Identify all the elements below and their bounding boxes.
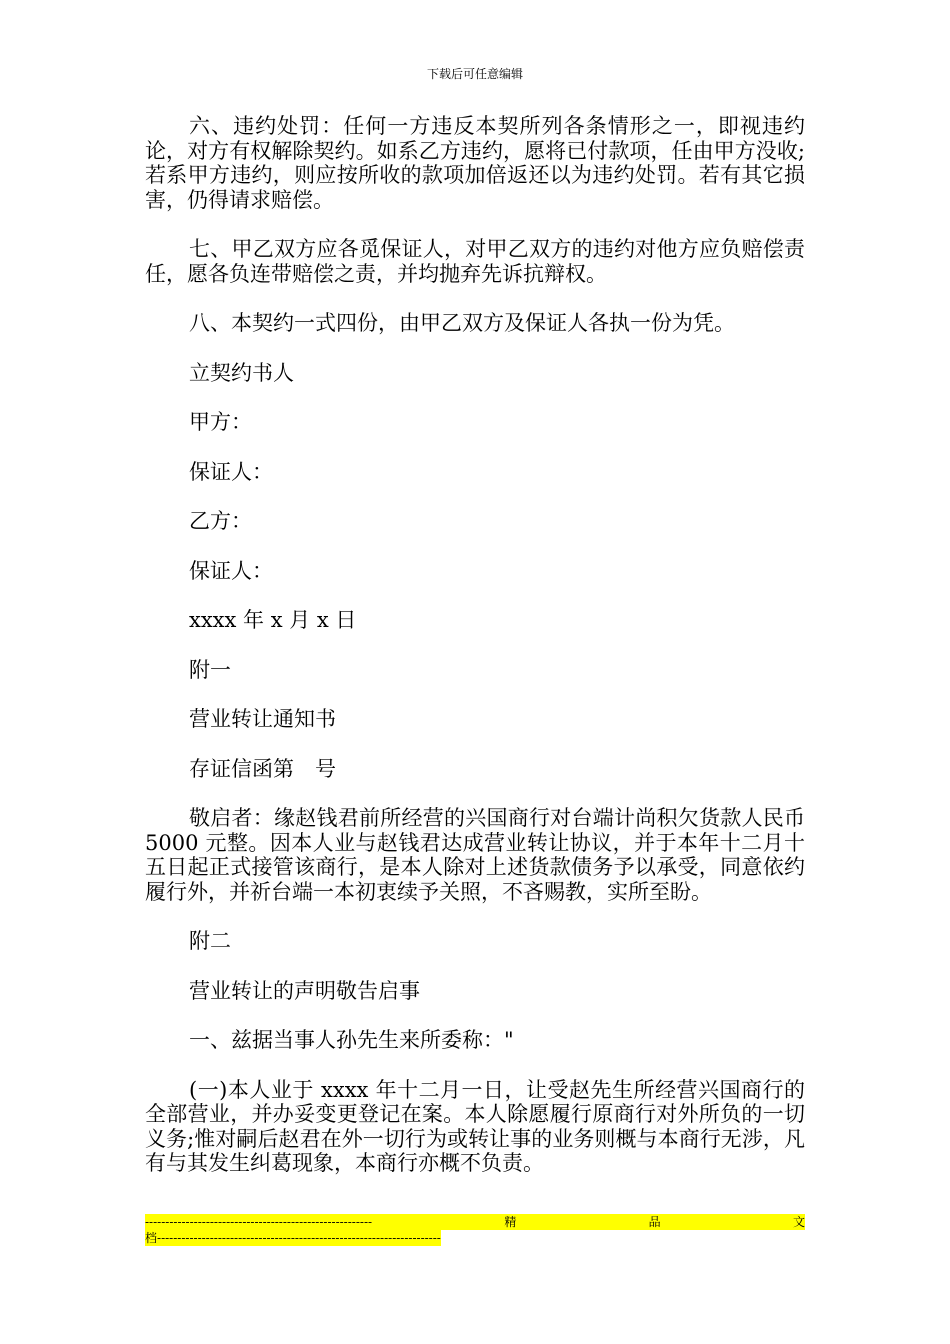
footer-char-wen: 文 [792, 1215, 805, 1229]
guarantor-a-label: 保证人： [189, 459, 273, 484]
appendix-one-heading: 附一 [189, 657, 231, 682]
party-a-label: 甲方： [189, 410, 252, 434]
paragraph-guarantors: 七、甲乙双方应各觅保证人，对甲乙双方的违约对他方应负赔偿责任，愿各负连带赔偿之责，并均抛弃先诉抗辩权。 [145, 237, 805, 286]
statement-subitem-one: (一)本人业于 xxxx 年十二月一日，让受赵先生所经营兴国商行的全部营业，并办妥变更登记在案。本人除愿履行原商行对外所负的一切义务;惟对嗣后赵君在外一切行为或转让事的业务则概与本商行无涉，凡有与其发生纠葛现象，本商行亦概不负责。 [145, 1077, 805, 1175]
footer-watermark-line [145, 1214, 805, 1230]
party-b-label: 乙方： [189, 509, 252, 533]
appendix-two-heading: 附二 [189, 929, 231, 953]
date-line: xxxx 年 x 月 x 日 [189, 608, 357, 632]
footer-char-jing: 精 [504, 1215, 517, 1229]
signatories-label: 立契约书人 [189, 360, 294, 385]
footer-watermark-line-2 [145, 1230, 441, 1246]
transfer-statement-title: 营业转让的声明敬告启事 [189, 978, 420, 1003]
transfer-notice-title: 营业转让通知书 [189, 707, 336, 731]
certified-letter-number: 存证信函第 号 [189, 756, 336, 781]
page-footer [145, 1214, 805, 1250]
footer-dashes-right: ---------------------------------------------------------------------- [157, 1231, 441, 1245]
paragraph-copies: 八、本契约一式四份，由甲乙双方及保证人各执一份为凭。 [189, 311, 735, 335]
statement-item-one: 一、兹据当事人孙先生来所委称：" [189, 1028, 514, 1052]
paragraph-notice-body: 敬启者：缘赵钱君前所经营的兴国商行对台端计尚积欠货款人民币 5000 元整。因本人业与赵钱君达成营业转让协议，并于本年十二月十五日起正式接管该商行，是本人除对上述货款债务予以承受，同意依约履行外，并祈台端一本初衷续予关照，不吝赐教，实所至盼。 [145, 806, 805, 904]
footer-dashes-left: -------------------------------------------------------- [145, 1215, 373, 1229]
page-header: 下载后可任意编辑 [426, 67, 523, 81]
paragraph-breach-penalty: 六、违约处罚：任何一方违反本契所列各条情形之一，即视违约论，对方有权解除契约。如系乙方违约，愿将已付款项，任由甲方没收;若系甲方违约，则应按所收的款项加倍返还以为违约处罚。若有其它损害，仍得请求赔偿。 [145, 114, 805, 212]
document-body [145, 114, 805, 1201]
footer-char-dang: 档 [145, 1231, 158, 1245]
footer-char-pin: 品 [648, 1215, 661, 1229]
guarantor-b-label: 保证人： [189, 558, 273, 583]
